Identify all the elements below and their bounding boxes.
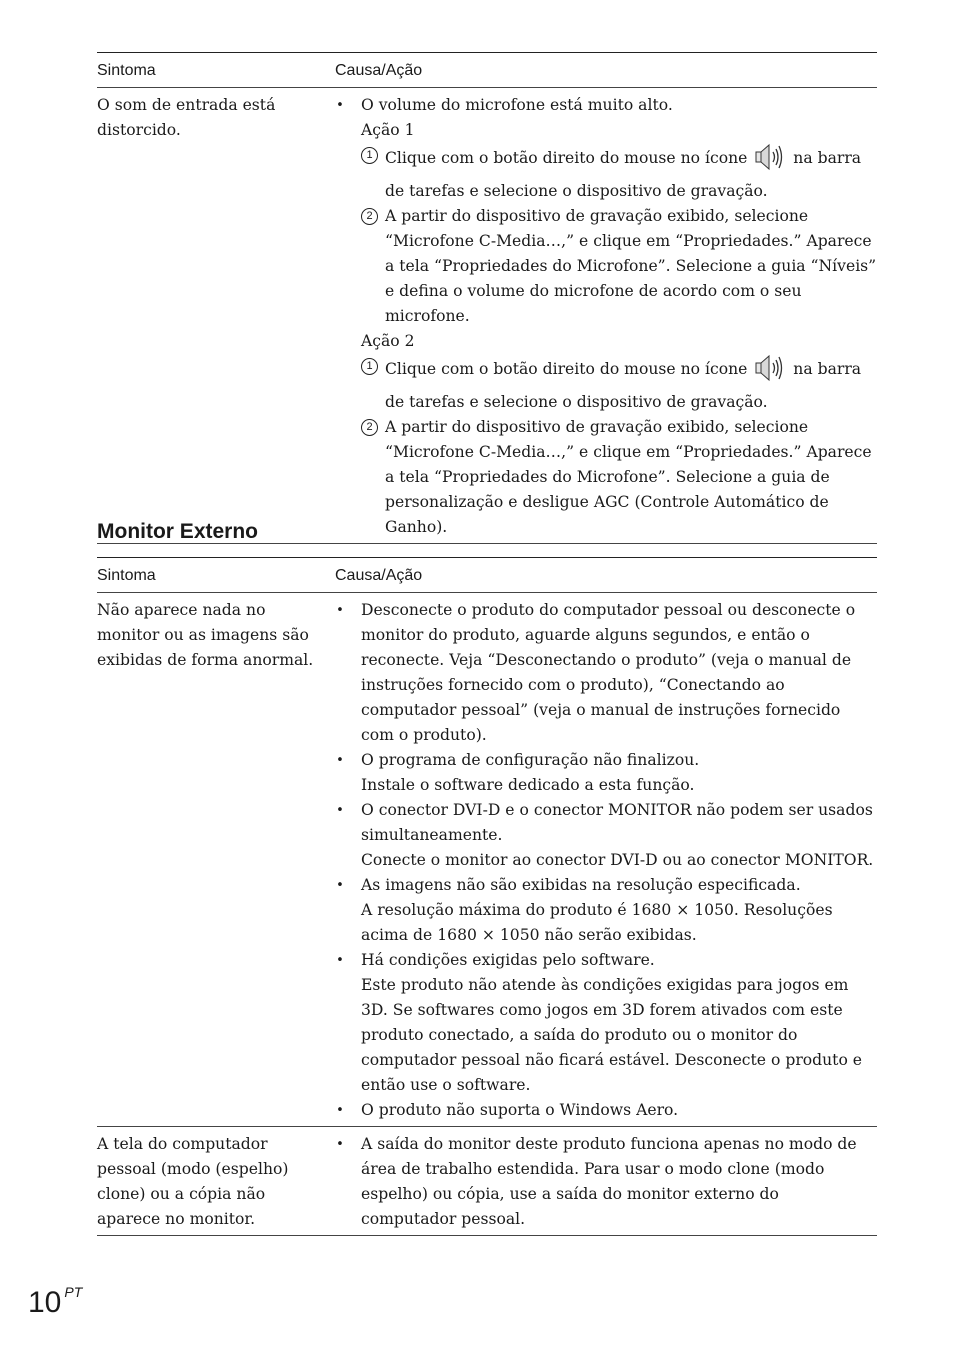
- cause-action-column-header: Causa/Ação: [335, 567, 423, 584]
- table-row: [97, 593, 877, 1127]
- symptom-cell: Não aparece nada no monitor ou as imagens são exibidas de forma anormal.: [97, 601, 314, 669]
- speaker-icon: [755, 143, 785, 179]
- microphone-troubleshooting-table: [97, 52, 877, 544]
- page-number-value: 10: [28, 1286, 62, 1319]
- cause-action-cell: [335, 598, 877, 1123]
- step-text: A partir do dispositivo de gravação exibido, selecione “Microfone C-Media…,” e clique em “Propriedades.” Aparece a tela “Propriedades do Microfone”. Selecione a guia “Níveis” e defina o volume do microfone de acordo com o seu microfone.: [385, 207, 877, 325]
- step-number-badge: 2: [361, 208, 378, 225]
- symptom-cell: O som de entrada está distorcido.: [97, 96, 276, 139]
- step-item: [335, 354, 877, 415]
- table-header: [97, 53, 877, 88]
- bullet-note: A resolução máxima do produto é 1680 × 1050. Resoluções acima de 1680 × 1050 não serão exibidas.: [361, 901, 833, 944]
- external-monitor-troubleshooting-table: [97, 557, 877, 1236]
- table-row: [97, 88, 877, 544]
- action-label: Ação 2: [361, 332, 415, 350]
- step-item: [335, 204, 877, 329]
- action-label: Ação 1: [361, 121, 415, 139]
- cause-action-cell: [335, 1132, 877, 1232]
- table-header: [97, 558, 877, 593]
- step-text-start: Clique com o botão direito do mouse no ícone: [385, 149, 748, 167]
- bullet-note: Este produto não atende às condições exigidas para jogos em 3D. Se softwares como jogos em 3D forem ativados com este produto conectado, a saída do produto ou o monitor do computador pessoal não ficará estável. Desconecte o produto e então use o software.: [361, 976, 863, 1094]
- step-item: [335, 143, 877, 204]
- step-text-end: na barra de tarefas e selecione o dispositivo de gravação.: [385, 149, 862, 200]
- bullet-item: • Desconecte o produto do computador pessoal ou desconecte o monitor do produto, aguarde alguns segundos, e então o reconecte. Veja “Desconectando o produto” (veja o manual de instruções fornecido com o produto), “Conectando ao computador pessoal” (veja o manual de instruções fornecido com o produto).: [335, 598, 877, 748]
- bullet-item: • O volume do microfone está muito alto.: [335, 93, 877, 118]
- table-row: [97, 1127, 877, 1236]
- step-item: [335, 415, 877, 540]
- step-text: A partir do dispositivo de gravação exibido, selecione “Microfone C-Media…,” e clique em “Propriedades.” Aparece a tela “Propriedades do Microfone”. Selecione a guia de personalização e desligue AGC (Controle Automático de Ganho).: [385, 418, 872, 536]
- step-number-badge: 2: [361, 419, 378, 436]
- symptom-column-header: Sintoma: [97, 62, 156, 79]
- bullet-note: Instale o software dedicado a esta função.: [361, 776, 695, 794]
- bullet-item: • O conector DVI-D e o conector MONITOR não podem ser usados simultaneamente.: [335, 798, 877, 848]
- bullet-item: • Há condições exigidas pelo software.: [335, 948, 877, 973]
- bullet-item: • As imagens não são exibidas na resolução especificada.: [335, 873, 877, 898]
- speaker-icon: [755, 354, 785, 390]
- step-text-end: na barra de tarefas e selecione o dispositivo de gravação.: [385, 360, 862, 411]
- bullet-item: • O programa de configuração não finalizou.: [335, 748, 877, 773]
- section-title: Monitor Externo: [97, 520, 258, 543]
- symptom-cell: A tela do computador pessoal (modo (espelho) clone) ou a cópia não aparece no monitor.: [97, 1135, 289, 1228]
- bullet-item: • A saída do monitor deste produto funciona apenas no modo de área de trabalho estendida. Para usar o modo clone (modo espelho) ou cópia, use a saída do monitor externo do computador pessoal.: [335, 1132, 877, 1232]
- bullet-note: Conecte o monitor ao conector DVI-D ou ao conector MONITOR.: [361, 851, 874, 869]
- cause-action-column-header: Causa/Ação: [335, 62, 423, 79]
- step-number-badge: 1: [361, 358, 378, 375]
- page-number: [28, 1284, 82, 1320]
- page-language-code: PT: [64, 1284, 83, 1300]
- step-text-start: Clique com o botão direito do mouse no ícone: [385, 360, 748, 378]
- cause-action-cell: [335, 93, 877, 540]
- bullet-item: • O produto não suporta o Windows Aero.: [335, 1098, 877, 1123]
- symptom-column-header: Sintoma: [97, 567, 156, 584]
- step-number-badge: 1: [361, 147, 378, 164]
